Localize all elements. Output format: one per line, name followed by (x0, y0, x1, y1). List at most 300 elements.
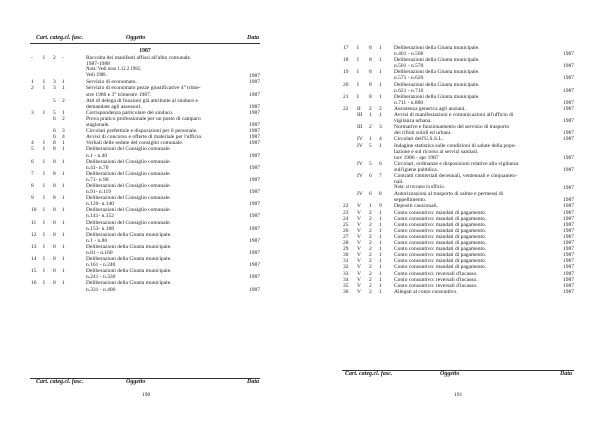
cart-number: 22 (343, 203, 349, 210)
cart-number: 23 (343, 209, 349, 216)
description-line: Conto consuntivo: mandati di pagamento. (394, 209, 487, 216)
description-line: n.621 - n.710 (394, 87, 424, 94)
entry-date: 1987 (563, 233, 574, 240)
fascicle: 1 (62, 256, 65, 263)
category: I (43, 243, 45, 250)
fascicle: 1 (62, 158, 65, 165)
cart-number: 34 (343, 276, 349, 283)
table-row (342, 82, 574, 94)
cart-number: 3 (31, 109, 34, 116)
description-line: Deliberazioni del Consiglio comunale. (86, 219, 171, 226)
table-row (342, 94, 574, 106)
class: 8 (53, 170, 56, 177)
cart-number: 13 (31, 243, 37, 250)
entry-description (86, 220, 242, 232)
entry-description (86, 159, 242, 171)
description-line: Deliberazioni della Giunta municipale. (86, 231, 172, 238)
entry-description (394, 45, 556, 57)
table-row (342, 143, 574, 161)
right-page (300, 0, 600, 424)
col-oggetto-label: Oggetto (126, 379, 146, 385)
fascicle: 1 (379, 276, 382, 283)
class: 1 (369, 203, 372, 210)
description-line: Deliberazioni della Giunta municipale. (394, 81, 480, 88)
entry-date: 1987 (563, 288, 574, 295)
entry-date: 1987 (563, 221, 574, 228)
entry-description (86, 232, 242, 244)
category: I (357, 45, 359, 51)
description-line: n.1 - n.40 (86, 152, 108, 159)
fascicle: 9 (379, 203, 382, 210)
fascicle: 1 (62, 195, 65, 202)
class: 6 (369, 172, 372, 179)
table-row (30, 116, 260, 128)
fascicle: 1 (379, 93, 382, 100)
table-row (342, 57, 574, 69)
table-row (30, 220, 260, 232)
col-fasc-label: fasc. (71, 379, 84, 385)
category: V (357, 282, 361, 289)
fascicle: 3 (379, 124, 382, 131)
entry-description (394, 173, 556, 191)
class: 2 (369, 246, 372, 253)
fascicle: 1 (379, 233, 382, 240)
category: I (43, 231, 45, 238)
category: I (43, 256, 45, 263)
entry-date: 1987 (249, 79, 260, 86)
entry-date: 1987 (249, 134, 260, 141)
col-cart-label: Cart. (345, 371, 358, 377)
class: 5 (53, 97, 56, 104)
entry-description (86, 280, 242, 292)
cart-number: 6 (31, 158, 34, 165)
description-line: nov 1986 - apr 1987 (394, 154, 439, 161)
description-line: Avvisi di concorso e offerte di materiale per l'ufficio. (86, 134, 203, 141)
entry-date: 1987 (249, 176, 260, 183)
category: V (357, 288, 361, 295)
description-line: Conto consuntivo: mandati di pagamento. (394, 252, 487, 259)
fascicle: 1 (62, 243, 65, 250)
description-line: Deliberazioni del Consiglio comunale. (86, 182, 171, 189)
entry-date: 1987 (249, 225, 260, 232)
description-line: nali. (394, 179, 404, 186)
category: III (357, 112, 363, 119)
description-line: Allegati al conto consuntivo. (394, 288, 458, 295)
description-line: Conto consuntivo: mandati di pagamento. (394, 221, 487, 228)
page-number: 190 (142, 392, 151, 398)
class: 2 (369, 221, 372, 228)
description-line: vigilanza urbana. (394, 118, 432, 125)
class: 8 (53, 256, 56, 263)
entry-date: 1987 (249, 250, 260, 257)
entry-date: 1987 (563, 270, 574, 277)
class: 8 (53, 146, 56, 153)
description-line: Deliberazioni della Giunta municipale. (394, 69, 480, 76)
fascicle: 2 (62, 115, 65, 122)
description-line: n.331 - n.400 (86, 286, 116, 293)
class: 2 (369, 264, 372, 271)
class: 8 (369, 57, 372, 64)
col-categ-label: categ. (50, 379, 65, 385)
entry-date: 1987 (563, 252, 574, 259)
class: 8 (369, 69, 372, 76)
entry-date: 1987 (249, 201, 260, 208)
entry-description (394, 57, 556, 69)
col-cart-label: Cart. (36, 35, 49, 41)
class: 6 (53, 115, 56, 122)
description-line: dei rifiuti solidi ed urbani. (394, 130, 452, 137)
entry-date: 1987 (249, 274, 260, 281)
class: 2 (369, 124, 372, 131)
description-line: Depositi cauzionali. (394, 203, 438, 210)
fascicle: - (62, 55, 64, 61)
page-number: 191 (454, 392, 463, 398)
fascicle: 1 (379, 69, 382, 76)
fascicle: 1 (62, 85, 65, 92)
cart-number: 12 (31, 231, 37, 238)
cart-number: 5 (31, 146, 34, 153)
col-fasc-label: fasc. (71, 35, 84, 41)
col-data-label: Data (247, 379, 259, 385)
fascicle: 1 (379, 270, 382, 277)
table-row (30, 256, 260, 268)
fascicle: 1 (62, 219, 65, 226)
category: V (357, 276, 361, 283)
description-line: n.81 - n.160 (86, 250, 113, 257)
left-entries (30, 55, 260, 293)
category: IV (357, 191, 363, 198)
entry-date: 1987 (249, 140, 260, 147)
fascicle: 1 (379, 258, 382, 265)
table-row (342, 124, 574, 136)
description-line: lazione e sul ricorso ai servizi sanitari. (394, 148, 479, 155)
entry-date: 1987 (249, 73, 260, 80)
fascicle: 4 (379, 136, 382, 143)
cart-number: 7 (31, 170, 34, 177)
cart-number: 30 (343, 252, 349, 259)
fascicle: 1 (379, 221, 382, 228)
table-row (30, 207, 260, 219)
class: 5 (369, 142, 372, 149)
category: V (357, 233, 361, 240)
class: 8 (369, 81, 372, 88)
fascicle: 1 (379, 57, 382, 64)
category: V (357, 221, 361, 228)
entry-date: 1987 (563, 136, 574, 143)
cart-number: 29 (343, 246, 349, 253)
table-row (342, 112, 574, 124)
description-line: Avvisi di manifestazioni e comunicazioni all'ufficio di (394, 112, 514, 119)
entry-date: 1987 (563, 203, 574, 210)
category: I (43, 140, 45, 147)
entry-description (394, 124, 556, 136)
description-line: 1987-1988 (86, 61, 110, 68)
cart-number: 11 (31, 219, 37, 226)
entry-description (86, 207, 242, 219)
description-line: n.501 - n.570 (394, 63, 424, 70)
description-line: demandate agli assessori. (86, 103, 142, 110)
description-line: Conto consuntivo: mandati di pagamento. (394, 227, 487, 234)
entry-description (394, 143, 556, 161)
entry-date: 1987 (563, 99, 574, 106)
column-header-bottom (345, 371, 392, 377)
fascicle: 1 (379, 112, 382, 119)
description-line: Servizio di economato pezze giustificative 4° trime- (86, 85, 201, 92)
category: I (43, 158, 45, 165)
table-row (30, 280, 260, 292)
entry-date: 1987 (563, 75, 574, 82)
class: 6 (53, 134, 56, 141)
cart-number: 19 (343, 69, 349, 76)
entry-description (86, 98, 242, 110)
table-row (30, 98, 260, 110)
category: I (43, 195, 45, 202)
description-line: Indagine statistica sulle condizioni di salute della popo- (394, 142, 517, 149)
description-line: Deliberazioni della Giunta municipale. (394, 57, 480, 64)
description-line: Deliberazioni della Giunta municipale. (86, 268, 172, 275)
class: 8 (53, 182, 56, 189)
fascicle: 7 (379, 172, 382, 179)
table-row (30, 171, 260, 183)
fascicle: 1 (379, 45, 382, 51)
col-categ-label: categ. (359, 371, 374, 377)
entry-date: 1987 (249, 213, 260, 220)
entry-date: 1987 (249, 91, 260, 98)
cart-number: 26 (343, 227, 349, 234)
description-line: n.41- n.70 (86, 164, 109, 171)
entry-description (86, 268, 242, 280)
description-line: Raccolta dei manifesti affissi all'albo comunale. (86, 55, 192, 61)
description-line: sull'igiene pubblica. (394, 166, 439, 173)
entry-description (394, 69, 556, 81)
category: I (43, 109, 45, 116)
entry-date: 1987 (563, 197, 574, 204)
cart-number: 20 (343, 81, 349, 88)
description-line: n.1 - n.80 (86, 237, 108, 244)
col-oggetto-label: Oggetto (126, 35, 146, 41)
cart-number: 10 (31, 207, 37, 214)
table-row (30, 268, 260, 280)
category: V (357, 227, 361, 234)
fascicle: 1 (62, 207, 65, 214)
col-categ-label: categ. (50, 35, 65, 41)
entry-date: 1987 (563, 264, 574, 271)
class: 6 (369, 191, 372, 198)
entry-date: 1987 (249, 189, 260, 196)
category: I (357, 69, 359, 76)
fascicle: 1 (379, 282, 382, 289)
description-line: n.71- n.90 (86, 176, 109, 183)
table-row (342, 289, 574, 295)
entry-description (86, 85, 242, 97)
fascicle: 1 (379, 240, 382, 247)
class: 2 (369, 233, 372, 240)
entry-date: 1987 (249, 262, 260, 269)
cart-number: 31 (343, 258, 349, 265)
table-row (30, 55, 260, 79)
fascicle: 1 (379, 288, 382, 295)
cart-number: 36 (343, 288, 349, 295)
description-line: n.91- n.119 (86, 189, 112, 196)
col-data-label: Data (247, 35, 259, 41)
description-line: Atti di delega di funzioni già attribuite al sindaco e (86, 97, 198, 104)
class: 8 (53, 231, 56, 238)
entry-date: 1987 (563, 258, 574, 265)
col-data-label: Data (560, 371, 572, 377)
description-line: n.241 - n.330 (86, 274, 116, 281)
description-line: Deliberazioni del Consiglio comunale. (86, 170, 171, 177)
fascicle: 1 (379, 252, 382, 259)
fascicle: 3 (62, 128, 65, 135)
fascicle: 4 (62, 134, 65, 141)
description-line: Conto consuntivo: mandati di pagamento. (394, 233, 487, 240)
description-line: Corrispondenza particolare del sindaco. (86, 109, 174, 116)
class: 6 (53, 128, 56, 135)
cart-number: 17 (343, 45, 349, 51)
cart-number: 1 (31, 79, 34, 86)
description-line: n.711 - n.800 (394, 99, 424, 106)
fascicle: 1 (379, 246, 382, 253)
description-line: Deliberazioni della Giunta municipale. (86, 243, 172, 250)
column-header-bottom (36, 379, 83, 385)
description-line: Conto consuntivo: mandati di pagamento. (394, 264, 487, 271)
description-line: Assistenza generica agli anziani. (394, 105, 466, 112)
col-cart-label: Cart. (36, 379, 49, 385)
cart-number: 2 (31, 85, 34, 92)
category: I (43, 280, 45, 287)
class: 3 (53, 79, 56, 86)
col-oggetto-label: Oggetto (440, 371, 460, 377)
cart-number: 32 (343, 264, 349, 271)
description-line: Circolari dell'U.S.S.L. (394, 136, 444, 143)
class: 2 (369, 252, 372, 259)
description-line: Conto consuntivo: reversali d'incasso. (394, 282, 478, 289)
description-line: n.161 - n.240 (86, 262, 116, 269)
description-line: Normative e funzionamento del servizio di trasporto (394, 124, 510, 131)
description-line: n.401 - n.500 (394, 51, 424, 58)
class: 2 (369, 240, 372, 247)
class: 3 (53, 85, 56, 92)
fascicle: 1 (62, 182, 65, 189)
description-line: Deliberazioni della Giunta municipale. (86, 280, 172, 287)
entry-description (394, 82, 556, 94)
category: V (357, 215, 361, 222)
description-note: Nota: si trovano in ufficio. (394, 185, 445, 191)
fascicle: 1 (379, 264, 382, 271)
entry-description (394, 191, 556, 203)
entry-date: 1987 (563, 118, 574, 125)
description-line: Conto consuntivo: mandati di pagamento. (394, 215, 487, 222)
category: V (357, 209, 361, 216)
entry-date: 1987 (249, 164, 260, 171)
description-line: Autorizzazioni al trasporto di salme e permessi di (394, 191, 504, 198)
category: I (43, 268, 45, 275)
category: V (357, 252, 361, 259)
cart-number: 33 (343, 270, 349, 277)
entry-date: 1987 (249, 103, 260, 110)
cart-number: 16 (31, 280, 37, 287)
class: 2 (369, 258, 372, 265)
cart-number: 15 (31, 268, 37, 275)
entry-description (394, 161, 556, 173)
col-cl-label: cl. (373, 371, 380, 377)
fascicle: 1 (62, 170, 65, 177)
class: 2 (369, 276, 372, 283)
category: V (357, 264, 361, 271)
cart-number: 25 (343, 221, 349, 228)
category: V (357, 240, 361, 247)
category: I (43, 55, 45, 61)
class: 8 (53, 140, 56, 147)
description-line: Conto consuntivo: mandati di pagamento. (394, 258, 487, 265)
fascicle: 1 (379, 227, 382, 234)
entry-date: 1987 (563, 276, 574, 283)
cart-number: 4 (31, 140, 34, 147)
header-rule-top (30, 43, 260, 44)
fascicle: 1 (379, 81, 382, 88)
description-note: Nota: Vedi nota 1.12.2 1982. (86, 67, 142, 73)
class: 8 (369, 93, 372, 100)
description-line: n.141- n.152 (86, 213, 114, 220)
entry-description (394, 112, 556, 124)
class: 5 (369, 160, 372, 167)
fascicle: 1 (379, 209, 382, 216)
class: 2 (53, 55, 56, 61)
category: I (43, 79, 45, 86)
entry-date: 1987 (249, 109, 260, 116)
class: 2 (369, 105, 372, 112)
category: V (357, 246, 361, 253)
entry-description (86, 244, 242, 256)
entry-date: 1987 (563, 105, 574, 112)
table-row (30, 244, 260, 256)
table-row (342, 191, 574, 203)
description-line: Prova pratico professionale per un posto di camparo (86, 115, 201, 122)
entry-date: 1987 (249, 122, 260, 129)
cart-number: - (31, 55, 33, 61)
entry-date: 1987 (249, 286, 260, 293)
entry-date: 1987 (563, 166, 574, 173)
description-line: Conto consuntivo: reversali d'incasso. (394, 270, 478, 277)
category: IV (357, 172, 363, 179)
description-line: Verbali delle sedute del consiglio comunale. (86, 140, 184, 147)
description-line: stagionale. (86, 122, 110, 129)
description-note: Vedi 1988. (86, 73, 107, 79)
entry-description (86, 256, 242, 268)
entry-date: 1987 (563, 227, 574, 234)
class: 2 (369, 282, 372, 289)
description-line: n.153- n.188 (86, 225, 114, 232)
category: V (357, 258, 361, 265)
cart-number: 35 (343, 282, 349, 289)
category: III (357, 124, 363, 131)
entry-date: 1987 (563, 130, 574, 137)
category: IV (357, 160, 363, 167)
description-line: n.571 - n.620 (394, 75, 424, 82)
category: V (357, 203, 361, 210)
description-line: Deliberazioni del Consiglio comunale. (86, 158, 171, 165)
category: I (357, 57, 359, 64)
class: 8 (53, 243, 56, 250)
class: 2 (369, 227, 372, 234)
table-row (30, 146, 260, 158)
entry-date: 1987 (563, 282, 574, 289)
category: IV (357, 142, 363, 149)
entry-date: 1987 (249, 237, 260, 244)
year-heading: 1987 (139, 48, 151, 54)
entry-date: 1987 (249, 152, 260, 159)
category: I (43, 146, 45, 153)
